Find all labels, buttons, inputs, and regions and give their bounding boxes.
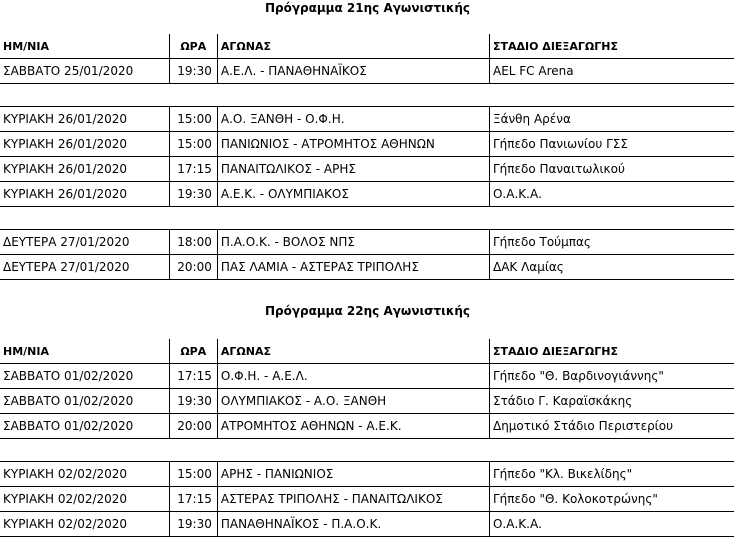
match-teams: Α.Ο. ΞΑΝΘΗ - Ο.Φ.Η. [217, 107, 489, 132]
match-time: 20:00 [169, 255, 217, 280]
round22-title: Πρόγραμμα 22ης Αγωνιστικής [264, 304, 471, 318]
match-row [0, 414, 734, 439]
match-time: 15:00 [169, 132, 217, 157]
header-time: ΩΡΑ [169, 339, 217, 364]
match-teams: Α.Ε.Κ. - ΟΛΥΜΠΙΑΚΟΣ [217, 182, 489, 207]
match-date: ΚΥΡΙΑΚΗ 02/02/2020 [0, 512, 169, 537]
match-venue: Ξάνθη Αρένα [489, 107, 734, 132]
match-row [0, 107, 734, 132]
header-date: ΗΜ/ΝΙΑ [0, 339, 169, 364]
round22-header-row [0, 339, 734, 364]
separator-cell [0, 207, 734, 230]
header-match: ΑΓΩΝΑΣ [217, 34, 489, 59]
match-row [0, 364, 734, 389]
match-date: ΣΑΒΒΑΤΟ 01/02/2020 [0, 364, 169, 389]
match-teams: ΑΣΤΕΡΑΣ ΤΡΙΠΟΛΗΣ - ΠΑΝΑΙΤΩΛΙΚΟΣ [217, 487, 489, 512]
match-venue: Δημοτικό Στάδιο Περιστερίου [489, 414, 734, 439]
match-row [0, 462, 734, 487]
match-date: ΚΥΡΙΑΚΗ 26/01/2020 [0, 182, 169, 207]
match-row [0, 157, 734, 182]
match-row [0, 512, 734, 537]
match-time: 19:30 [169, 59, 217, 84]
match-teams: Ο.Φ.Η. - Α.Ε.Λ. [217, 364, 489, 389]
separator-cell [0, 84, 734, 107]
match-time: 19:30 [169, 512, 217, 537]
match-row [0, 59, 734, 84]
header-match: ΑΓΩΝΑΣ [217, 339, 489, 364]
match-row [0, 132, 734, 157]
round22-table-body [0, 339, 734, 537]
group-separator [0, 84, 734, 107]
match-date: ΚΥΡΙΑΚΗ 26/01/2020 [0, 107, 169, 132]
header-venue: ΣΤΑΔΙΟ ΔΙΕΞΑΓΩΓΗΣ [489, 34, 734, 59]
match-teams: ΟΛΥΜΠΙΑΚΟΣ - Α.Ο. ΞΑΝΘΗ [217, 389, 489, 414]
match-row [0, 487, 734, 512]
header-date: ΗΜ/ΝΙΑ [0, 34, 169, 59]
match-venue: Ο.Α.Κ.Α. [489, 182, 734, 207]
match-time: 17:15 [169, 157, 217, 182]
match-row [0, 230, 734, 255]
match-row [0, 182, 734, 207]
match-date: ΚΥΡΙΑΚΗ 26/01/2020 [0, 132, 169, 157]
match-venue: Γήπεδο Παναιτωλικού [489, 157, 734, 182]
match-time: 15:00 [169, 462, 217, 487]
match-teams: Π.Α.Ο.Κ. - ΒΟΛΟΣ ΝΠΣ [217, 230, 489, 255]
round21-table-body [0, 34, 734, 280]
match-date: ΣΑΒΒΑΤΟ 25/01/2020 [0, 59, 169, 84]
separator-cell [0, 439, 734, 462]
match-date: ΚΥΡΙΑΚΗ 02/02/2020 [0, 487, 169, 512]
match-date: ΣΑΒΒΑΤΟ 01/02/2020 [0, 414, 169, 439]
header-time: ΩΡΑ [169, 34, 217, 59]
match-venue: Ο.Α.Κ.Α. [489, 512, 734, 537]
match-date: ΔΕΥΤΕΡΑ 27/01/2020 [0, 230, 169, 255]
match-row [0, 389, 734, 414]
match-teams: ΑΤΡΟΜΗΤΟΣ ΑΘΗΝΩΝ - Α.Ε.Κ. [217, 414, 489, 439]
round21-title: Πρόγραμμα 21ης Αγωνιστικής [264, 1, 471, 15]
match-date: ΔΕΥΤΕΡΑ 27/01/2020 [0, 255, 169, 280]
match-teams: ΠΑΝΙΩΝΙΟΣ - ΑΤΡΟΜΗΤΟΣ ΑΘΗΝΩΝ [217, 132, 489, 157]
match-time: 17:15 [169, 487, 217, 512]
match-venue: ΔΑΚ Λαμίας [489, 255, 734, 280]
round21-table [0, 34, 734, 280]
match-teams: ΑΡΗΣ - ΠΑΝΙΩΝΙΟΣ [217, 462, 489, 487]
match-time: 20:00 [169, 414, 217, 439]
match-time: 19:30 [169, 182, 217, 207]
match-date: ΚΥΡΙΑΚΗ 02/02/2020 [0, 462, 169, 487]
match-teams: ΠΑΝΑΙΤΩΛΙΚΟΣ - ΑΡΗΣ [217, 157, 489, 182]
group-separator [0, 207, 734, 230]
match-venue: Γήπεδο "Θ. Κολοκοτρώνης" [489, 487, 734, 512]
match-venue: Στάδιο Γ. Καραϊσκάκης [489, 389, 734, 414]
header-venue: ΣΤΑΔΙΟ ΔΙΕΞΑΓΩΓΗΣ [489, 339, 734, 364]
match-venue: Γήπεδο Πανιωνίου ΓΣΣ [489, 132, 734, 157]
match-venue: Γήπεδο Τούμπας [489, 230, 734, 255]
match-teams: ΠΑΣ ΛΑΜΙΑ - ΑΣΤΕΡΑΣ ΤΡΙΠΟΛΗΣ [217, 255, 489, 280]
round22-table [0, 339, 734, 537]
round21-header-row [0, 34, 734, 59]
group-separator [0, 439, 734, 462]
match-venue: Γήπεδο "Κλ. Βικελίδης" [489, 462, 734, 487]
match-teams: Α.Ε.Λ. - ΠΑΝΑΘΗΝΑΪΚΟΣ [217, 59, 489, 84]
match-venue: Γήπεδο "Θ. Βαρδινογιάννης" [489, 364, 734, 389]
match-venue: AEL FC Arena [489, 59, 734, 84]
match-time: 18:00 [169, 230, 217, 255]
match-row [0, 255, 734, 280]
match-time: 17:15 [169, 364, 217, 389]
match-time: 15:00 [169, 107, 217, 132]
match-date: ΚΥΡΙΑΚΗ 26/01/2020 [0, 157, 169, 182]
match-teams: ΠΑΝΑΘΗΝΑΪΚΟΣ - Π.Α.Ο.Κ. [217, 512, 489, 537]
match-time: 19:30 [169, 389, 217, 414]
match-date: ΣΑΒΒΑΤΟ 01/02/2020 [0, 389, 169, 414]
